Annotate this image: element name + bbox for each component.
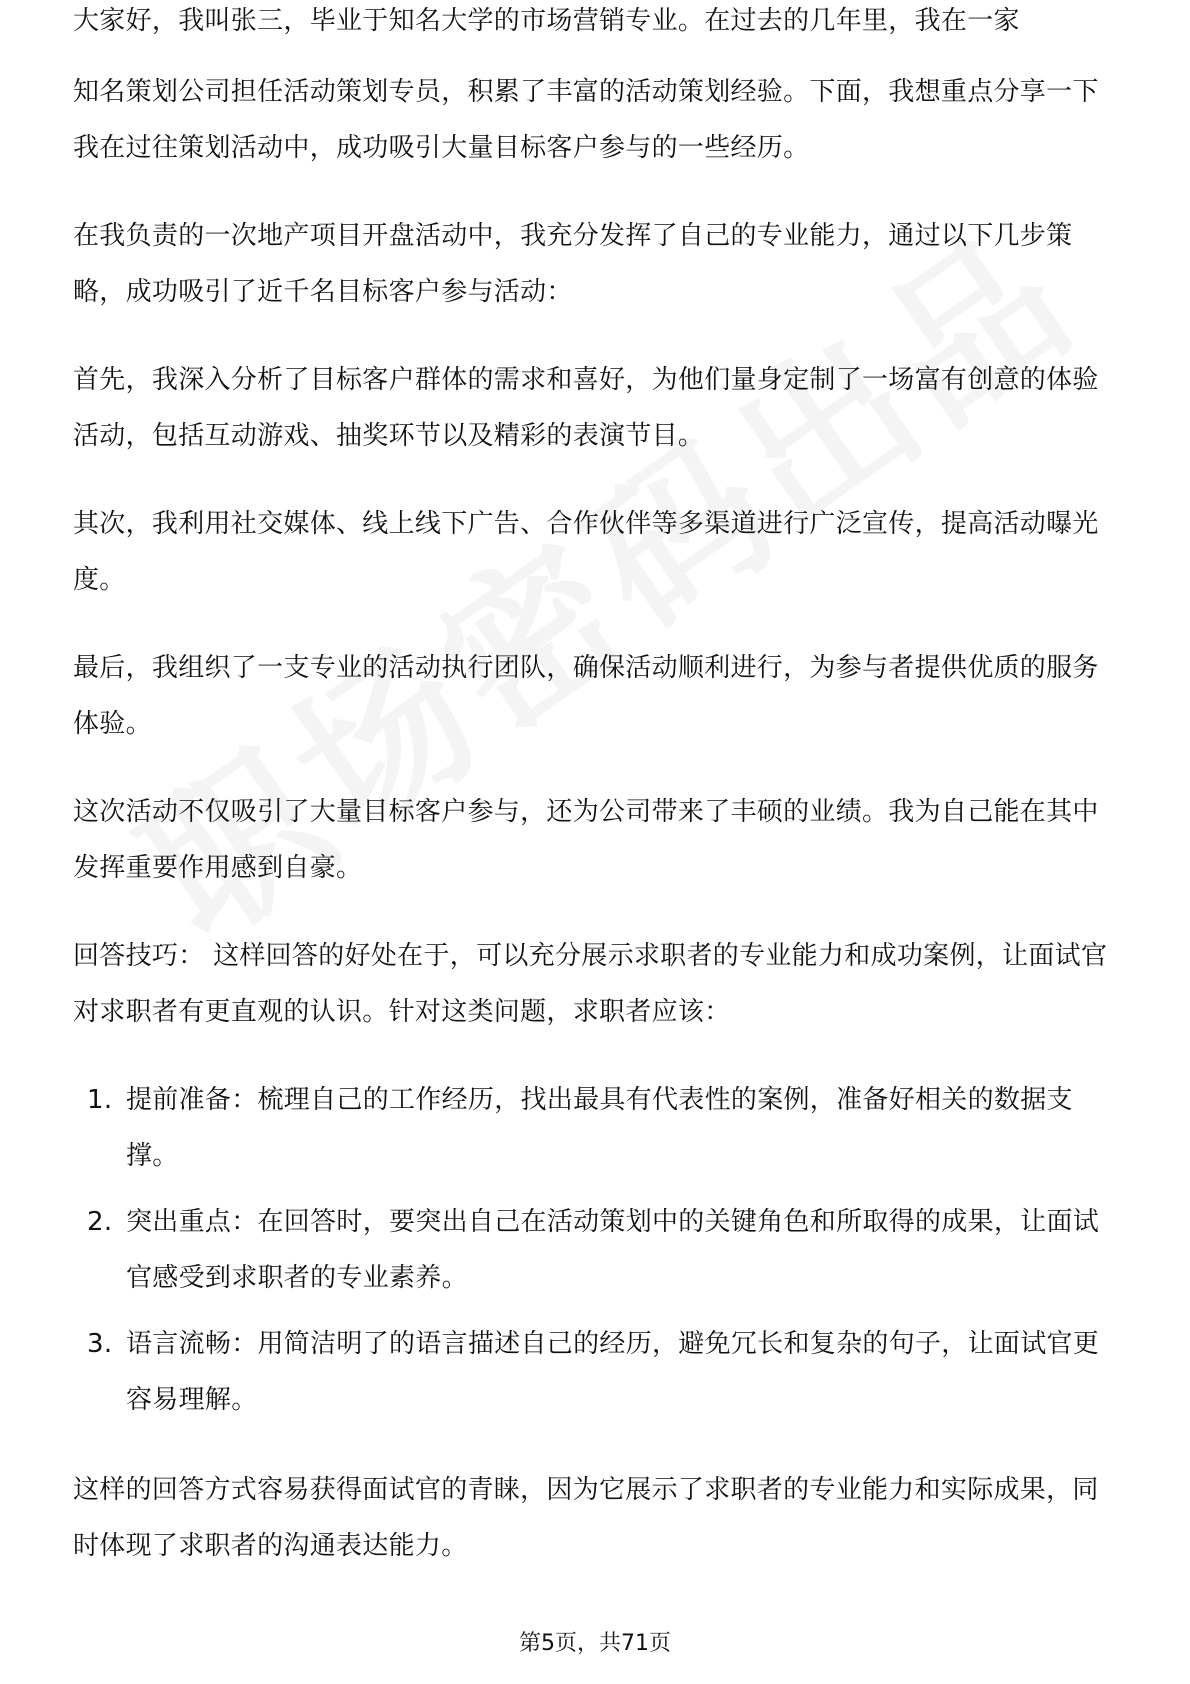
paragraph-last: 最后，我组织了一支专业的活动执行团队，确保活动顺利进行，为参与者提供优质的服务体验。: [73, 653, 1099, 739]
paragraph-experience: 知名策划公司担任活动策划专员，积累了丰富的活动策划经验。下面，我想重点分享一下我在过往策划活动中，成功吸引大量目标客户参与的一些经历。: [73, 77, 1099, 163]
list-item: [73, 1194, 1123, 1306]
list-number: 1.: [87, 1085, 113, 1115]
list-text: 提前准备：梳理自己的工作经历，找出最具有代表性的案例，准备好相关的数据支撑。: [126, 1085, 1073, 1171]
tips-list: [73, 1072, 1123, 1428]
paragraph-project: 在我负责的一次地产项目开盘活动中，我充分发挥了自己的专业能力，通过以下几步策略，成功吸引了近千名目标客户参与活动：: [73, 221, 1073, 307]
paragraph-first: 首先，我深入分析了目标客户群体的需求和喜好，为他们量身定制了一场富有创意的体验活动，包括互动游戏、抽奖环节以及精彩的表演节目。: [73, 365, 1099, 451]
paragraph-result: 这次活动不仅吸引了大量目标客户参与，还为公司带来了丰硕的业绩。我为自己能在其中发挥重要作用感到自豪。: [73, 797, 1099, 883]
document-body: [73, 6, 1123, 1606]
list-text: 语言流畅：用简洁明了的语言描述自己的经历，避免冗长和复杂的句子，让面试官更容易理解。: [126, 1329, 1100, 1415]
paragraph-intro-cut: 大家好，我叫张三，毕业于知名大学的市场营销专业。在过去的几年里，我在一家: [73, 6, 1020, 36]
list-item: [73, 1072, 1123, 1184]
list-number: 3.: [87, 1329, 113, 1359]
page-footer: 第5页，共71页: [519, 1631, 671, 1656]
list-number: 2.: [87, 1207, 113, 1237]
list-text: 突出重点：在回答时，要突出自己在活动策划中的关键角色和所取得的成果，让面试官感受到求职者的专业素养。: [126, 1207, 1100, 1293]
paragraph-tips-intro: 回答技巧： 这样回答的好处在于，可以充分展示求职者的专业能力和成功案例，让面试官对求职者有更直观的认识。针对这类问题，求职者应该：: [73, 941, 1108, 1027]
list-item: [73, 1316, 1123, 1428]
paragraph-closing: 这样的回答方式容易获得面试官的青睐，因为它展示了求职者的专业能力和实际成果，同时体现了求职者的沟通表达能力。: [73, 1475, 1099, 1561]
paragraph-second: 其次，我利用社交媒体、线上线下广告、合作伙伴等多渠道进行广泛宣传，提高活动曝光度。: [73, 509, 1099, 595]
